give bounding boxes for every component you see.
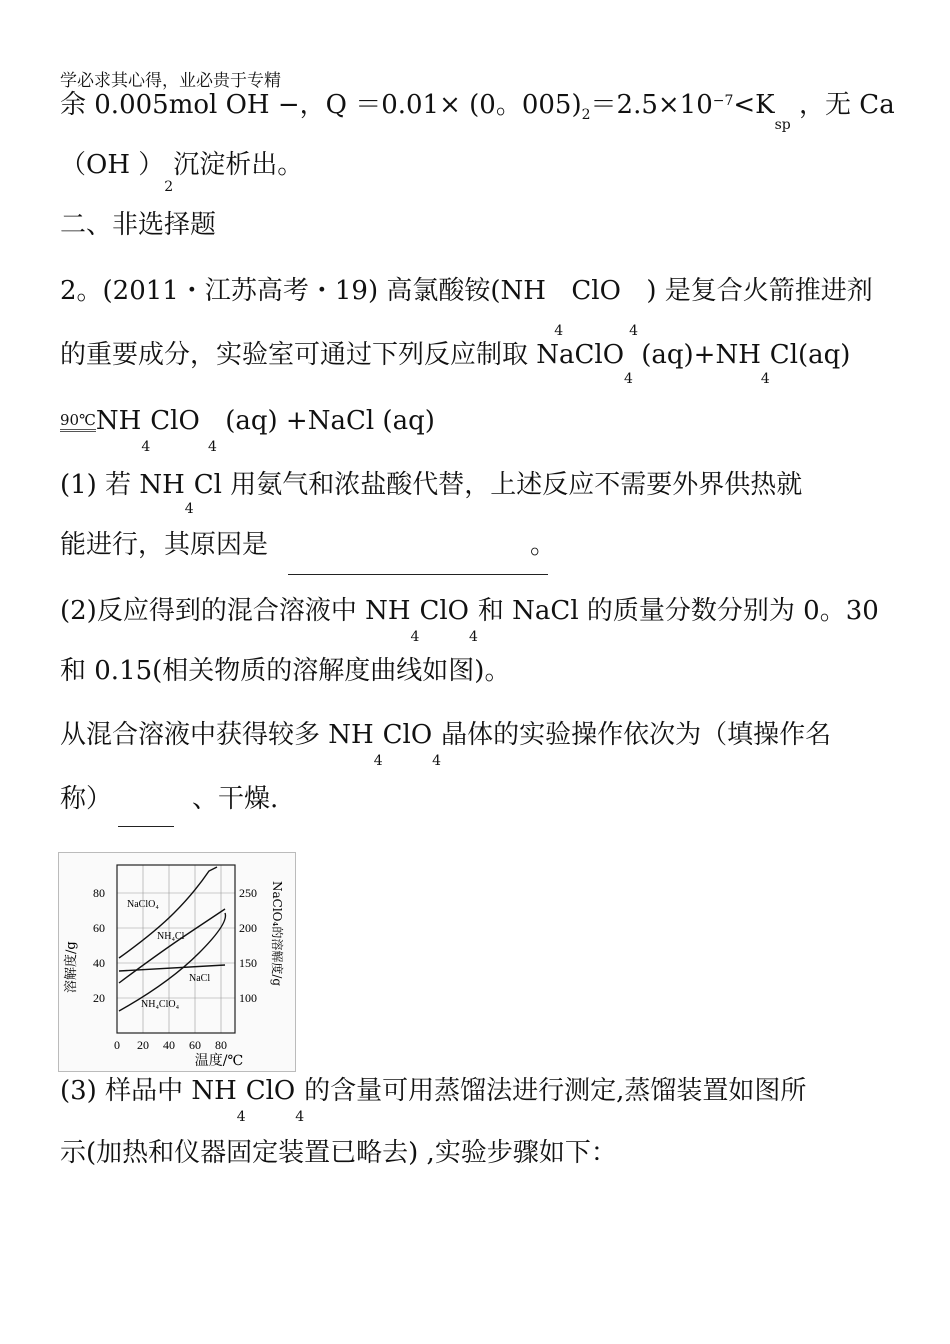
left-tick: 80 (93, 886, 105, 900)
x-tick: 0 (114, 1038, 120, 1052)
x-tick: 20 (137, 1038, 149, 1052)
question-2-part-2: (2)反应得到的混合溶液中 $NH_4ClO_4$和 NaCl 的质量分数分别为 0。30 (60, 596, 879, 645)
page-header: 学必求其心得，业必贵于专精 (60, 71, 281, 91)
curve-naclo4 (119, 867, 217, 958)
question-2-part-3: (3) 样品中 $NH_4ClO_4$的含量可用蒸馏法进行测定,蒸馏装置如图所 (60, 1076, 807, 1125)
question-2-part-2-ask: 从混合溶液中获得较多 $NH_4ClO_4$晶体的实验操作依次为（填操作名 (60, 720, 832, 769)
answer-blank-1[interactable] (288, 574, 548, 575)
reaction-condition: 90℃ (60, 411, 96, 432)
x-tick: 40 (163, 1038, 175, 1052)
question-2-part-2-cont: 和 0.15(相关物质的溶解度曲线如图)。 (60, 656, 511, 686)
solubility-chart-svg (59, 853, 295, 1071)
x-axis-ticks (114, 1038, 227, 1052)
label-naclo4: NaClO₄ (127, 899, 159, 910)
question-2-line-1: 2。(2011・江苏高考・19) 高氯酸铵(NH $_4$ ClO $_4$ ) 是复合火箭推进剂 (60, 276, 873, 339)
right-axis-label: NaClO₄的溶解度/g (270, 881, 284, 987)
question-2-part-1: (1) 若 $NH_4Cl$ 用氨气和浓盐酸代替，上述反应不需要外界供热就 (60, 470, 803, 517)
section-title: 二、非选择题 (60, 210, 217, 240)
x-tick: 60 (189, 1038, 201, 1052)
right-axis-ticks (239, 886, 257, 1005)
text-line-2: （OH ）$_2$沉淀析出。 (60, 150, 304, 195)
label-nacl: NaCl (189, 973, 211, 984)
answer-blank-2[interactable] (118, 826, 174, 827)
question-2-part-1-cont: 能进行，其原因是 。 (60, 530, 557, 560)
x-axis-label: 温度/℃ (194, 1053, 244, 1069)
curve-nacl (119, 965, 225, 971)
label-nh4clo4: NH₄ClO₄ (141, 999, 180, 1010)
label-nh4cl: NH₄Cl (157, 931, 185, 942)
question-2-part-3-cont: 示(加热和仪器固定装置已略去) ,实验步骤如下： (60, 1138, 617, 1168)
left-axis-label: 溶解度/g (64, 941, 79, 993)
left-tick: 40 (93, 956, 105, 970)
left-tick: 60 (93, 921, 105, 935)
solubility-chart (58, 852, 296, 1072)
question-2-line-2: 的重要成分，实验室可通过下列反应制取 NaClO$_4$ $(aq)+NH_4Cl(aq)$ (60, 340, 851, 387)
question-2-part-2-ask-cont: 称） 、干燥. (60, 784, 279, 814)
text-line-1: 余 0.005mol OH −，Q ＝0.01× (0。$005)_2=2.5\times 10^{-7}<K_{sp}$ ，无 Ca (60, 90, 895, 133)
reaction-line: $90℃NH_4ClO$ $_4$ (aq) +NaCl (aq) (60, 406, 435, 455)
right-tick: 200 (239, 921, 257, 935)
right-tick: 150 (239, 956, 257, 970)
left-axis-ticks (93, 886, 105, 1005)
x-tick: 80 (215, 1038, 227, 1052)
right-tick: 250 (239, 886, 257, 900)
right-tick: 100 (239, 991, 257, 1005)
left-tick: 20 (93, 991, 105, 1005)
